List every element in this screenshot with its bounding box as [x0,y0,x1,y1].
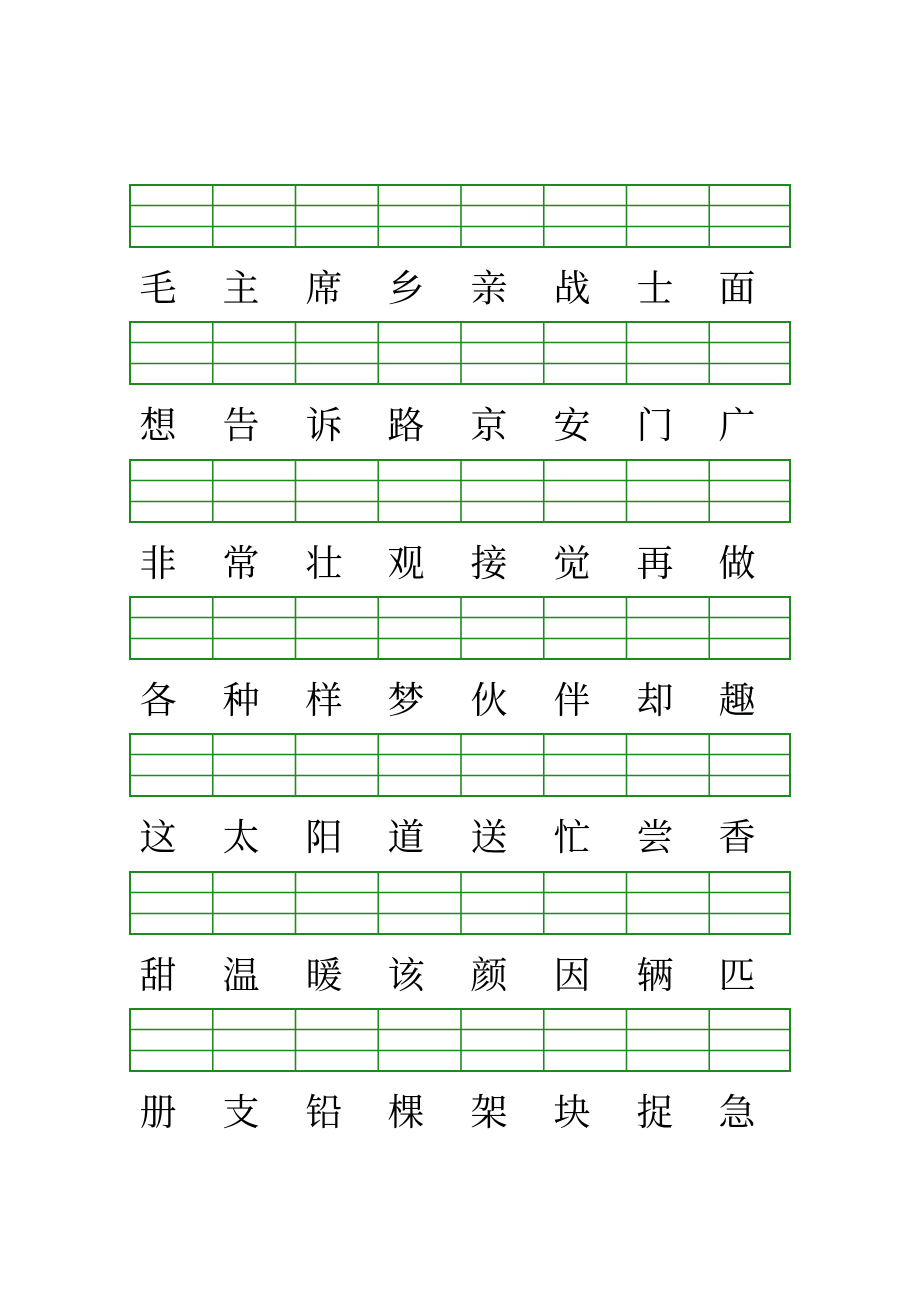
pinyin-grid[interactable] [129,871,791,935]
character-row [129,815,791,861]
pinyin-grid[interactable] [129,184,791,248]
character-row [129,678,791,724]
hanzi-character: 观 [387,542,425,585]
hanzi-character: 道 [387,816,425,859]
hanzi-character: 匹 [718,954,756,997]
character-row [129,953,791,999]
hanzi-character: 梦 [387,679,425,722]
grid-border [130,597,790,659]
character-row [129,403,791,449]
hanzi-character: 送 [470,816,508,859]
hanzi-character: 册 [139,1091,177,1134]
character-row [129,1090,791,1136]
hanzi-character: 觉 [553,542,591,585]
hanzi-character: 战 [553,267,591,310]
hanzi-character: 太 [222,816,260,859]
hanzi-character: 常 [222,542,260,585]
hanzi-character: 面 [718,267,756,310]
hanzi-character: 该 [387,954,425,997]
hanzi-character: 想 [139,404,177,447]
hanzi-character: 告 [222,404,260,447]
pinyin-grid[interactable] [129,596,791,660]
hanzi-character: 温 [222,954,260,997]
hanzi-character: 乡 [387,267,425,310]
grid-border [130,872,790,934]
hanzi-character: 香 [718,816,756,859]
hanzi-character: 尝 [636,816,674,859]
hanzi-character: 这 [139,816,177,859]
hanzi-character: 做 [718,542,756,585]
hanzi-character: 门 [636,404,674,447]
character-row [129,266,791,312]
hanzi-character: 捉 [636,1091,674,1134]
hanzi-character: 甜 [139,954,177,997]
hanzi-character: 亲 [470,267,508,310]
hanzi-character: 伙 [470,679,508,722]
hanzi-character: 安 [553,404,591,447]
hanzi-character: 架 [470,1091,508,1134]
grid-border [130,734,790,796]
pinyin-grid[interactable] [129,733,791,797]
hanzi-character: 阳 [305,816,343,859]
character-row [129,541,791,587]
hanzi-character: 铅 [305,1091,343,1134]
hanzi-character: 急 [718,1091,756,1134]
hanzi-character: 暖 [305,954,343,997]
hanzi-character: 辆 [636,954,674,997]
hanzi-character: 颜 [470,954,508,997]
hanzi-character: 接 [470,542,508,585]
hanzi-character: 席 [305,267,343,310]
hanzi-character: 广 [718,404,756,447]
hanzi-character: 非 [139,542,177,585]
hanzi-character: 趣 [718,679,756,722]
grid-border [130,322,790,384]
pinyin-grid[interactable] [129,459,791,523]
grid-border [130,460,790,522]
pinyin-grid[interactable] [129,1008,791,1072]
hanzi-character: 毛 [139,267,177,310]
hanzi-character: 忙 [553,816,591,859]
grid-border [130,1009,790,1071]
hanzi-character: 支 [222,1091,260,1134]
hanzi-character: 主 [222,267,260,310]
hanzi-character: 因 [553,954,591,997]
hanzi-character: 路 [387,404,425,447]
hanzi-character: 伴 [553,679,591,722]
hanzi-character: 壮 [305,542,343,585]
hanzi-character: 种 [222,679,260,722]
hanzi-character: 却 [636,679,674,722]
grid-border [130,185,790,247]
hanzi-character: 士 [636,267,674,310]
hanzi-character: 棵 [387,1091,425,1134]
hanzi-character: 再 [636,542,674,585]
hanzi-character: 块 [553,1091,591,1134]
hanzi-character: 样 [305,679,343,722]
pinyin-grid[interactable] [129,321,791,385]
hanzi-character: 各 [139,679,177,722]
hanzi-character: 京 [470,404,508,447]
hanzi-character: 诉 [305,404,343,447]
